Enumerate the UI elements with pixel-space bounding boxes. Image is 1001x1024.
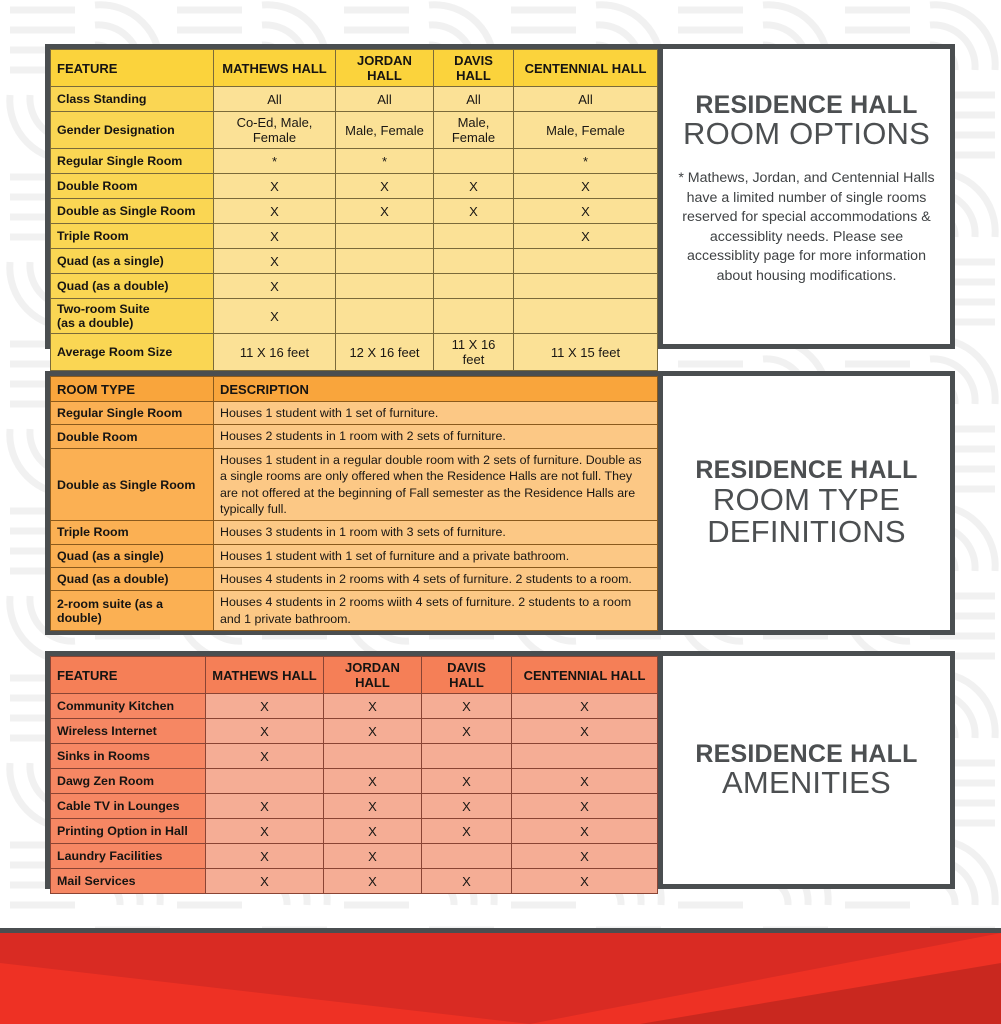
column-header-mathews: MATHEWS HALL [206,657,324,694]
table-cell [434,174,514,199]
room-type-description: Houses 1 student with 1 set of furniture and a private bathroom. [214,544,658,567]
table-cell [512,819,658,844]
room-type-definitions-heading [695,457,917,548]
table-cell [434,112,514,149]
cell-value: 11 X 15 feet [550,344,621,360]
table-cell [514,174,658,199]
table-cell [512,794,658,819]
table-cell [324,794,422,819]
row-label: Quad (as a double) [51,274,214,299]
table-cell [336,112,434,149]
cell-value: All [267,91,282,107]
asterisk-mark: * [582,153,589,169]
room-type-description: Houses 3 students in 1 room with 3 sets of furniture. [214,521,658,544]
table-cell [324,819,422,844]
column-header-room-type: ROOM TYPE [51,377,214,402]
table-cell [324,869,422,894]
room-type-label: 2-room suite (as a double) [51,591,214,631]
column-header-davis: DAVIS HALL [434,50,514,87]
table-row [51,769,658,794]
check-mark: X [260,798,269,814]
table-cell [214,224,336,249]
check-mark: X [368,823,377,839]
table-row [51,521,658,544]
table-row [51,199,658,224]
amenities-aside [663,656,950,884]
table-cell [512,869,658,894]
table-cell [336,149,434,174]
table-row [51,448,658,521]
check-mark: X [462,873,471,889]
check-mark: X [380,203,389,219]
table-cell [206,794,324,819]
check-mark: X [469,203,478,219]
table-cell [324,744,422,769]
room-options-table-wrap [50,49,663,367]
room-options-table [50,49,658,371]
amenities-table-wrap [50,656,663,889]
table-cell [434,249,514,274]
room-options-aside [663,49,950,344]
table-row [51,87,658,112]
table-cell [422,844,512,869]
check-mark: X [462,823,471,839]
check-mark: X [580,773,589,789]
row-label: Average Room Size [51,334,214,371]
asterisk-mark: * [381,153,388,169]
room-options-footnote: * Mathews, Jordan, and Centennial Halls have a limited number of single rooms reserved for special accommodations & accessiblity needs. Please see accessiblity page for more information about housing modifications. [678,170,935,284]
table-cell [514,334,658,371]
table-row [51,249,658,274]
table-cell [422,694,512,719]
row-label: Class Standing [51,87,214,112]
table-cell [336,224,434,249]
table-cell [512,769,658,794]
amenities-table-body [51,694,658,894]
check-mark: X [580,848,589,864]
table-cell [512,744,658,769]
column-header-centennial: CENTENNIAL HALL [512,657,658,694]
table-cell [336,334,434,371]
table-row [51,274,658,299]
row-label: Dawg Zen Room [51,769,206,794]
table-cell [514,87,658,112]
cell-value: Male, Female [546,122,625,138]
table-cell [206,844,324,869]
table-cell [214,299,336,334]
row-label: Triple Room [51,224,214,249]
amenities-panel [45,651,955,889]
check-mark: X [270,253,279,269]
check-mark: X [368,773,377,789]
check-mark: X [260,723,269,739]
table-row [51,174,658,199]
table-cell [206,694,324,719]
table-cell [514,249,658,274]
table-header-row [51,50,658,87]
check-mark: X [580,723,589,739]
table-cell [324,769,422,794]
room-type-label: Double as Single Room [51,448,214,521]
table-row [51,224,658,249]
table-cell [434,299,514,334]
table-cell [514,112,658,149]
row-label: Double Room [51,174,214,199]
column-header-mathews: MATHEWS HALL [214,50,336,87]
room-options-panel [45,44,955,367]
table-cell [434,274,514,299]
check-mark: X [260,823,269,839]
room-type-definitions-table-wrap [50,376,663,630]
room-options-table-body [51,87,658,371]
table-cell [514,199,658,224]
room-type-description: Houses 1 student in a regular double room with 2 sets of furniture. Double as a single rooms are only offered when the Residence Halls are not full. They are not offered at the beginning of Fall semester as the Residence Halls are typically full. [214,448,658,521]
table-cell [206,719,324,744]
table-cell [512,844,658,869]
table-row [51,591,658,631]
check-mark: X [581,203,590,219]
column-header-feature: FEATURE [51,657,206,694]
check-mark: X [380,178,389,194]
check-mark: X [580,823,589,839]
table-cell [214,334,336,371]
table-row [51,869,658,894]
column-header-feature: FEATURE [51,50,214,87]
room-type-description: Houses 1 student with 1 set of furniture. [214,402,658,425]
table-row [51,334,658,371]
table-cell [214,87,336,112]
row-label: Laundry Facilities [51,844,206,869]
footer-red-band [0,928,1001,1024]
room-type-definitions-table [50,376,658,631]
check-mark: X [270,178,279,194]
room-type-label: Double Room [51,425,214,448]
check-mark: X [368,873,377,889]
table-header-row [51,657,658,694]
check-mark: X [270,203,279,219]
table-cell [336,274,434,299]
amenities-heading [695,741,917,800]
check-mark: X [368,698,377,714]
check-mark: X [581,228,590,244]
room-type-description: Houses 4 students in 2 rooms with 4 sets of furniture. 2 students to a room. [214,568,658,591]
check-mark: X [270,278,279,294]
room-type-definitions-table-body [51,402,658,631]
check-mark: X [270,228,279,244]
table-cell [336,174,434,199]
asterisk-mark: * [271,153,278,169]
table-cell [214,174,336,199]
amenities-table [50,656,658,894]
table-row [51,402,658,425]
check-mark: X [462,723,471,739]
row-label: Two-room Suite (as a double) [51,299,214,334]
table-cell [514,149,658,174]
room-type-label: Triple Room [51,521,214,544]
table-cell [512,719,658,744]
check-mark: X [260,873,269,889]
column-header-jordan: JORDAN HALL [336,50,434,87]
table-row [51,544,658,567]
table-row [51,719,658,744]
room-type-definitions-panel [45,371,955,635]
table-row [51,299,658,334]
table-row [51,112,658,149]
check-mark: X [469,178,478,194]
table-cell [512,694,658,719]
room-type-label: Quad (as a single) [51,544,214,567]
table-cell [422,719,512,744]
column-header-description: DESCRIPTION [214,377,658,402]
check-mark: X [580,873,589,889]
room-type-description: Houses 4 students in 2 rooms wiith 4 sets of furniture. 2 students to a room and 1 private bathroom. [214,591,658,631]
table-cell [434,87,514,112]
heading-line-1: RESIDENCE HALL [695,91,918,120]
check-mark: X [260,748,269,764]
room-type-definitions-aside [663,376,950,630]
table-cell [214,249,336,274]
row-label: Sinks in Rooms [51,744,206,769]
column-header-centennial: CENTENNIAL HALL [514,50,658,87]
table-cell [514,274,658,299]
cell-value: 12 X 16 feet [349,344,420,360]
check-mark: X [462,773,471,789]
room-type-label: Quad (as a double) [51,568,214,591]
table-cell [206,744,324,769]
heading-line-1: RESIDENCE HALL [695,456,918,485]
table-cell [422,869,512,894]
check-mark: X [260,848,269,864]
table-row [51,744,658,769]
table-row [51,819,658,844]
heading-line-2: ROOM OPTIONS [683,116,930,152]
table-cell [206,769,324,794]
row-label: Wireless Internet [51,719,206,744]
row-label: Printing Option in Hall [51,819,206,844]
table-cell [514,299,658,334]
check-mark: X [462,698,471,714]
column-header-davis: DAVIS HALL [422,657,512,694]
table-row [51,844,658,869]
table-cell [324,719,422,744]
table-cell [422,769,512,794]
heading-line-2: AMENITIES [722,764,891,800]
check-mark: X [581,178,590,194]
table-cell [434,149,514,174]
row-label: Regular Single Room [51,149,214,174]
table-cell [422,819,512,844]
cell-value: Male, Female [345,122,424,138]
table-cell [336,299,434,334]
room-options-heading [683,92,930,151]
check-mark: X [580,798,589,814]
cell-value: 11 X 16 feet [239,344,310,360]
table-cell [422,744,512,769]
table-cell [422,794,512,819]
check-mark: X [368,723,377,739]
room-type-description: Houses 2 students in 1 room with 2 sets of furniture. [214,425,658,448]
table-row [51,568,658,591]
heading-line-1: RESIDENCE HALL [695,739,918,768]
table-header-row [51,377,658,402]
check-mark: X [260,698,269,714]
table-cell [214,112,336,149]
table-row [51,149,658,174]
row-label: Mail Services [51,869,206,894]
row-label: Cable TV in Lounges [51,794,206,819]
table-cell [214,149,336,174]
table-cell [324,844,422,869]
table-cell [214,199,336,224]
row-label: Double as Single Room [51,199,214,224]
table-cell [336,87,434,112]
table-cell [214,274,336,299]
check-mark: X [368,798,377,814]
check-mark: X [462,798,471,814]
row-label: Gender Designation [51,112,214,149]
check-mark: X [368,848,377,864]
cell-value: All [377,91,392,107]
table-cell [434,224,514,249]
table-cell [324,694,422,719]
table-cell [336,249,434,274]
cell-value: Co-Ed, Male, Female [236,115,313,145]
column-header-jordan: JORDAN HALL [324,657,422,694]
row-label: Quad (as a single) [51,249,214,274]
table-row [51,694,658,719]
table-cell [434,334,514,371]
cell-value: All [466,91,481,107]
table-cell [206,819,324,844]
check-mark: X [270,308,279,324]
table-cell [336,199,434,224]
table-row [51,794,658,819]
heading-line-2: ROOM TYPE [712,481,901,517]
table-row [51,425,658,448]
table-cell [434,199,514,224]
table-cell [206,869,324,894]
cell-value: 11 X 16 feet [451,337,496,367]
check-mark: X [580,698,589,714]
row-label: Community Kitchen [51,694,206,719]
cell-value: Male, Female [451,115,496,145]
cell-value: All [578,91,593,107]
room-type-label: Regular Single Room [51,402,214,425]
heading-line-3: DEFINITIONS [707,514,906,550]
table-cell [514,224,658,249]
